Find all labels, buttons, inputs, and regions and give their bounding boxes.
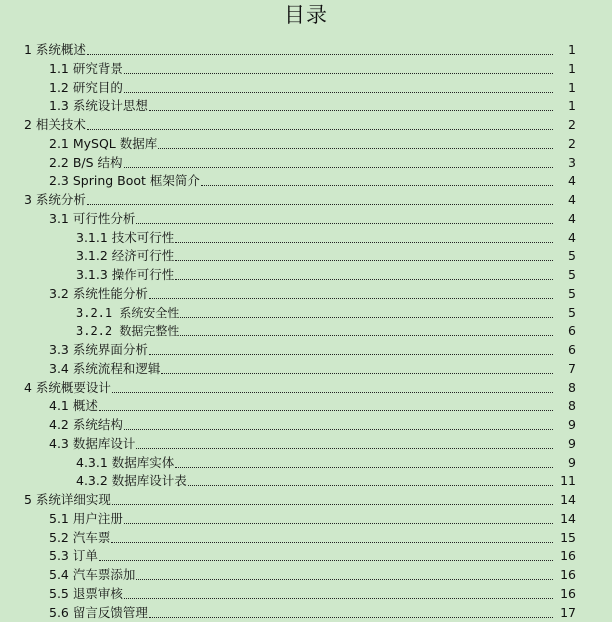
toc-entry[interactable] (49, 509, 576, 527)
toc-entry[interactable] (49, 153, 576, 171)
document-title: 目录 (284, 3, 328, 27)
dot-leader (175, 279, 553, 280)
toc-entry[interactable] (49, 359, 576, 377)
dot-leader (149, 298, 553, 299)
toc-entry-label: 5.3 订单 (49, 548, 98, 564)
dot-leader (112, 504, 553, 505)
toc-entry-label: 2.2 B/S 结构 (49, 154, 123, 170)
toc-entry[interactable] (49, 209, 576, 227)
toc-entry[interactable] (24, 378, 576, 396)
toc-entry-page: 6 (568, 342, 576, 357)
toc-entry-label: 5.4 汽车票添加 (49, 567, 136, 582)
toc-entry[interactable] (76, 321, 576, 339)
dot-leader (124, 429, 553, 430)
toc-entry[interactable] (49, 78, 576, 96)
toc-entry-label: 4 系统概要设计 (24, 379, 111, 395)
dot-leader (87, 54, 553, 55)
toc-entry-page: 6 (568, 323, 576, 339)
dot-leader (149, 354, 553, 355)
dot-leader (124, 92, 553, 93)
toc-entry-label: 4.1 概述 (49, 398, 98, 414)
toc-entry-label: 2 相关技术 (24, 117, 86, 132)
toc-entry-label: 4.3 数据库设计 (49, 435, 136, 451)
toc-entry-page: 9 (568, 417, 576, 432)
toc-entry-page: 1 (568, 42, 576, 57)
dot-leader (99, 410, 553, 411)
toc-entry-label: 4.3.2 数据库设计表 (76, 473, 187, 489)
dot-leader (136, 579, 553, 580)
dot-leader (87, 204, 553, 205)
toc-entry[interactable] (49, 603, 576, 621)
toc-entry-label: 5.6 留言反馈管理 (49, 604, 148, 620)
toc-entry[interactable] (24, 115, 576, 133)
dot-leader (149, 110, 553, 111)
dot-leader (124, 523, 553, 524)
toc-entry-page: 5 (568, 267, 576, 282)
toc-entry-page: 5 (568, 304, 576, 320)
toc-entry-label: 3.1.2 经济可行性 (76, 248, 175, 264)
toc-entry-page: 14 (560, 492, 576, 507)
toc-entry-label: 3.1 可行性分析 (49, 210, 136, 226)
dot-leader (124, 167, 553, 168)
toc-entry-page: 4 (568, 192, 576, 207)
toc-entry[interactable] (76, 453, 576, 471)
toc-entry-label: 5.2 汽车票 (49, 529, 111, 545)
toc-entry[interactable] (24, 490, 576, 508)
dot-leader (111, 542, 553, 543)
toc-entry-page: 1 (568, 79, 576, 95)
toc-entry-label: 3.1.3 操作可行性 (76, 267, 175, 282)
dot-leader (180, 335, 553, 336)
dot-leader (158, 148, 553, 149)
toc-entry-page: 5 (568, 285, 576, 301)
toc-entry-label: 4.3.1 数据库实体 (76, 454, 175, 470)
toc-entry[interactable] (76, 228, 576, 246)
toc-entry-label: 3.2 系统性能分析 (49, 285, 148, 301)
toc-entry[interactable] (49, 96, 576, 114)
toc-entry-page: 4 (568, 210, 576, 226)
toc-entry-page: 4 (568, 173, 576, 189)
dot-leader (136, 223, 553, 224)
toc-entry[interactable] (49, 584, 576, 602)
toc-entry-page: 8 (568, 379, 576, 395)
toc-entry-page: 4 (568, 229, 576, 245)
toc-entry[interactable] (49, 396, 576, 414)
dot-leader (175, 242, 553, 243)
dot-leader (188, 485, 553, 486)
toc-entry-page: 1 (568, 98, 576, 114)
toc-entry[interactable] (76, 265, 576, 283)
toc-entry-page: 14 (560, 510, 576, 526)
dot-leader (112, 392, 553, 393)
dot-leader (87, 129, 553, 130)
toc-entry-label: 5.1 用户注册 (49, 510, 123, 526)
dot-leader (201, 185, 553, 186)
toc-entry-label: 1 系统概述 (24, 42, 86, 57)
toc-entry-page: 2 (568, 117, 576, 132)
toc-entry[interactable] (24, 40, 576, 58)
toc-entry[interactable] (49, 528, 576, 546)
toc-entry-label: 1.2 研究目的 (49, 79, 123, 95)
toc-entry-page: 11 (560, 473, 576, 489)
toc-entry-label: 3.2.1 系统安全性 (76, 305, 180, 320)
toc-entry-page: 16 (560, 548, 576, 564)
toc-entry-page: 5 (568, 248, 576, 264)
toc-entry-label: 3.4 系统流程和逻辑 (49, 360, 161, 376)
toc-entry[interactable] (49, 546, 576, 564)
toc-entry[interactable] (49, 284, 576, 302)
dot-leader (161, 373, 553, 374)
toc-entry-label: 5.5 退票审核 (49, 585, 123, 601)
toc-entry[interactable] (49, 565, 576, 583)
toc-entry-label: 4.2 系统结构 (49, 417, 123, 432)
toc-entry-page: 7 (568, 360, 576, 376)
toc-entry-page: 17 (560, 604, 576, 620)
dot-leader (124, 73, 553, 74)
toc-entry-label: 5 系统详细实现 (24, 492, 111, 507)
dot-leader (175, 467, 553, 468)
dot-leader (136, 448, 553, 449)
toc-entry-page: 8 (568, 398, 576, 414)
toc-entry-page: 3 (568, 154, 576, 170)
toc-entry-label: 2.3 Spring Boot 框架简介 (49, 173, 200, 189)
toc-entry-page: 9 (568, 454, 576, 470)
toc-entry-label: 2.1 MySQL 数据库 (49, 135, 158, 151)
toc-entry-page: 2 (568, 135, 576, 151)
toc-entry[interactable] (49, 434, 576, 452)
toc-entry-page: 1 (568, 60, 576, 76)
toc-entry-page: 16 (560, 567, 576, 582)
toc-entry-page: 9 (568, 435, 576, 451)
dot-leader (99, 560, 553, 561)
toc-entry[interactable] (49, 134, 576, 152)
toc-entry-label: 3 系统分析 (24, 192, 86, 207)
toc-entry[interactable] (49, 171, 576, 189)
toc-entry-label: 1.1 研究背景 (49, 60, 123, 76)
toc-entry-label: 1.3 系统设计思想 (49, 98, 148, 114)
toc-entry-label: 3.2.2 数据完整性 (76, 324, 180, 339)
toc-entry[interactable] (24, 190, 576, 208)
toc-entry[interactable] (49, 340, 576, 358)
toc-entry-page: 15 (560, 529, 576, 545)
toc-entry[interactable] (76, 246, 576, 264)
dot-leader (175, 260, 553, 261)
toc-entry[interactable] (49, 415, 576, 433)
toc-entry-label: 3.3 系统界面分析 (49, 342, 148, 357)
dot-leader (124, 598, 553, 599)
dot-leader (180, 317, 553, 318)
toc-entry-page: 16 (560, 585, 576, 601)
toc-entry[interactable] (49, 59, 576, 77)
dot-leader (149, 617, 553, 618)
toc-entry[interactable] (76, 471, 576, 489)
toc-entry-label: 3.1.1 技术可行性 (76, 229, 175, 245)
toc-entry[interactable] (76, 303, 576, 321)
